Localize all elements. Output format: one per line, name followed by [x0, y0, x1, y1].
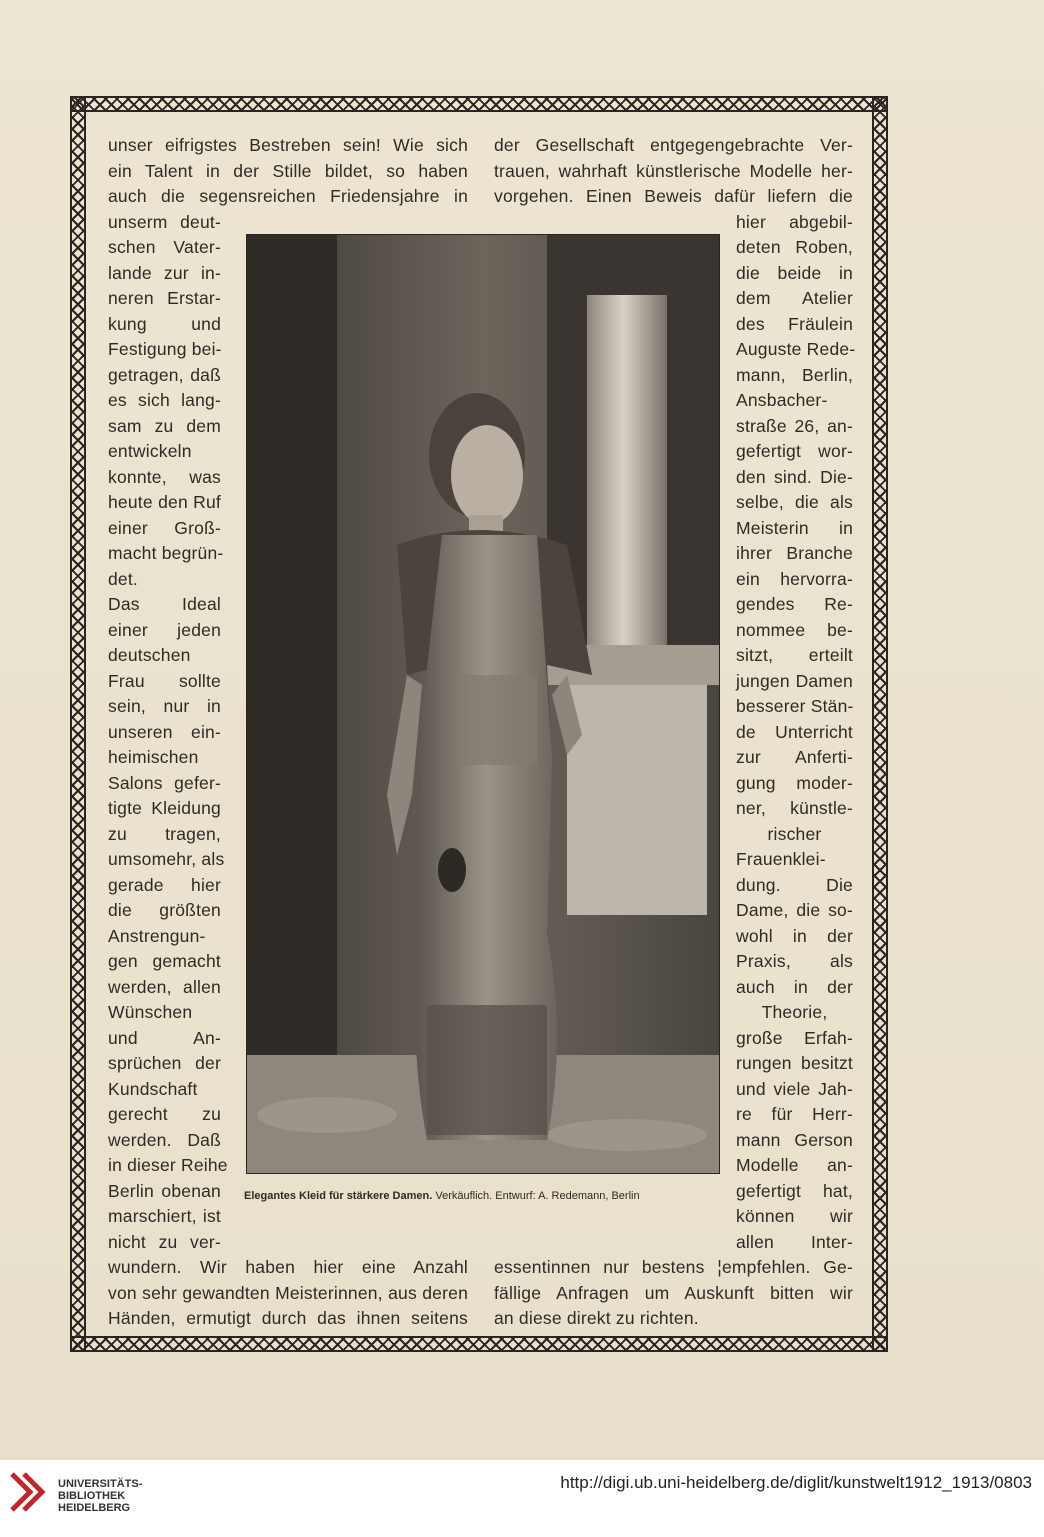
text-line: det.: [108, 568, 138, 589]
text-line: nommee be-: [736, 619, 853, 640]
text-line: Frauenklei-: [736, 849, 826, 869]
text-line: Berlin obenan: [108, 1180, 221, 1201]
text-line: gendes Re-: [736, 594, 853, 614]
text-line: rischer: [767, 823, 822, 844]
text-line: die größten: [108, 900, 221, 920]
text-line: große Erfah-: [736, 1027, 853, 1048]
library-name-line2: BIBLIOTHEK: [58, 1490, 126, 1502]
text-line: und An-: [108, 1027, 221, 1048]
library-name-line1: UNIVERSITÄTS-: [58, 1478, 143, 1490]
library-name-line3: HEIDELBERG: [58, 1502, 131, 1514]
text-line: re für Herr-: [736, 1104, 853, 1124]
ornament-border-right: [872, 96, 888, 1352]
text-line: unserm deut-: [108, 211, 221, 232]
ornament-border-top: [70, 96, 888, 112]
text-line: die beide in: [736, 262, 853, 283]
text-line: nicht zu ver-: [108, 1231, 221, 1252]
text-line: kung und: [108, 313, 221, 334]
text-line: Händen, ermutigt durch das ihnen seitens: [108, 1308, 468, 1328]
caption-credit: Verkäuflich. Entwurf: A. Redemann, Berlin: [435, 1190, 640, 1202]
text-line: Wünschen: [108, 1002, 193, 1022]
text-line: tigte Kleidung: [108, 798, 221, 818]
text-line: getragen, daß: [108, 364, 221, 385]
text-line: gefertigt hat,: [736, 1180, 853, 1201]
library-footer: [0, 1460, 1044, 1537]
library-logo-icon: [8, 1468, 48, 1518]
text-line: umsomehr, als: [108, 849, 225, 869]
text-line: Auguste Rede-: [736, 339, 856, 359]
text-line: unser eifrigstes Bestreben sein! Wie sich: [108, 135, 468, 155]
text-line: gerecht zu: [108, 1104, 221, 1124]
text-line: gung moder-: [736, 772, 853, 793]
ornament-border-bottom: [70, 1336, 888, 1352]
text-line: neren Erstar-: [108, 288, 221, 308]
text-line: heimischen: [108, 747, 199, 767]
text-line: werden. Daß: [108, 1129, 221, 1150]
text-line: gerade hier: [108, 874, 221, 895]
text-line: auch die segensreichen Friedensjahre in: [108, 186, 468, 206]
text-line: straße 26, an-: [736, 415, 853, 436]
text-line: entwickeln: [108, 441, 192, 461]
text-line: vorgehen. Einen Beweis dafür liefern die: [494, 186, 853, 206]
text-line: de Unterricht: [736, 721, 853, 742]
text-line: der Gesellschaft entgegengebrachte Ver-: [494, 135, 853, 155]
text-line: hier abgebil-: [736, 211, 853, 232]
text-line: gefertigt wor-: [736, 441, 853, 461]
text-line: Festigung bei-: [108, 339, 222, 359]
text-line: Ansbacher-: [736, 390, 828, 410]
text-line: deten Roben,: [736, 237, 853, 257]
text-line: zur Anferti-: [736, 747, 853, 767]
text-line: Modelle an-: [736, 1155, 853, 1175]
text-line: des Fräulein: [736, 313, 853, 334]
ornament-border-left: [70, 96, 86, 1352]
text-line: werden, allen: [108, 976, 221, 997]
text-line: an diese direkt zu richten.: [494, 1308, 699, 1328]
text-line: essentinnen nur bestens ¦empfehlen. Ge-: [494, 1257, 853, 1277]
text-line: fällige Anfragen um Auskunft bitten wir: [494, 1282, 853, 1303]
text-line: gen gemacht: [108, 951, 221, 971]
text-line: lande zur in-: [108, 262, 221, 283]
library-name: [58, 1478, 142, 1514]
text-line: ein hervorra-: [736, 568, 853, 589]
text-line: sam zu dem: [108, 415, 221, 436]
text-line: es sich lang-: [108, 390, 221, 410]
text-line: Theorie,: [761, 1002, 828, 1022]
text-line: ihrer Branche: [736, 543, 853, 563]
text-line: rungen besitzt: [736, 1053, 853, 1073]
text-line: marschiert, ist: [108, 1206, 221, 1226]
text-line: dem Atelier: [736, 288, 853, 308]
text-line: heute den Ruf: [108, 492, 221, 512]
text-line: konnte, was: [108, 466, 221, 487]
text-line: sitzt, erteilt: [736, 645, 853, 665]
caption-title: Elegantes Kleid für stärkere Damen.: [244, 1190, 433, 1202]
text-line: Salons gefer-: [108, 772, 221, 793]
text-line: sprüchen der: [108, 1053, 221, 1073]
text-line: Kundschaft: [108, 1078, 198, 1099]
text-line: macht begrün-: [108, 543, 224, 563]
text-line: den sind. Die-: [736, 466, 853, 487]
text-line: in dieser Reihe: [108, 1155, 228, 1175]
text-line: von sehr gewandten Meisterinnen, aus deren: [108, 1282, 468, 1303]
text-line: mann, Berlin,: [736, 364, 853, 385]
text-line: besserer Stän-: [736, 696, 854, 716]
text-line: allen Inter-: [736, 1231, 853, 1252]
text-line: zu tragen,: [108, 823, 221, 844]
text-line: einer jeden: [108, 619, 221, 640]
text-line: jungen Damen: [736, 670, 853, 691]
photo-illustration: [247, 235, 719, 1173]
text-line: Praxis, als: [736, 951, 853, 971]
text-line: wundern. Wir haben hier eine Anzahl: [108, 1257, 468, 1277]
text-line: mann Gerson: [736, 1129, 853, 1150]
text-line: und viele Jah-: [736, 1078, 853, 1099]
text-line: schen Vater-: [108, 237, 221, 257]
text-line: ein Talent in der Stille bildet, so haben: [108, 160, 468, 181]
text-line: Das Ideal: [108, 594, 221, 614]
text-line: trauen, wahrhaft künstlerische Modelle her-: [494, 160, 853, 181]
text-line: auch in der: [736, 976, 853, 997]
text-line: unseren ein-: [108, 721, 221, 742]
text-line: deutschen: [108, 645, 191, 665]
text-line: dung. Die: [736, 874, 853, 895]
text-line: sein, nur in: [108, 696, 221, 716]
text-line: können wir: [736, 1206, 853, 1226]
text-line: Anstrengun-: [108, 925, 206, 946]
source-url-link[interactable]: http://digi.ub.uni-heidelberg.de/diglit/kunstwelt1912_1913/0803: [560, 1473, 1032, 1492]
text-line: Dame, die so-: [736, 900, 853, 920]
photo-caption: [244, 1190, 720, 1202]
fashion-photograph: [246, 234, 720, 1174]
text-line: Frau sollte: [108, 670, 221, 691]
text-line: einer Groß-: [108, 517, 221, 538]
text-line: selbe, die als: [736, 492, 853, 512]
text-line: Meisterin in: [736, 517, 853, 538]
text-line: wohl in der: [736, 925, 853, 946]
text-line: ner, künstle-: [736, 798, 853, 818]
